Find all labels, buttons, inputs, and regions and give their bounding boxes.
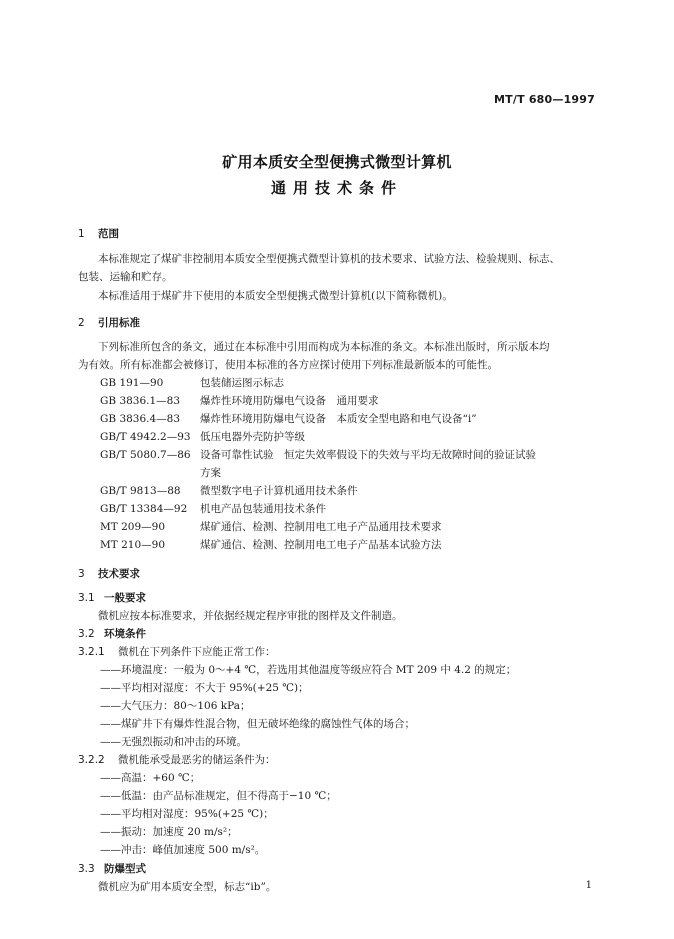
reference-item — [100, 466, 221, 480]
list-item: ——冲击：峰值加速度 500 m/s²。 — [100, 844, 266, 856]
clause-text: 微机能承受最恶劣的储运条件为： — [118, 754, 276, 766]
standard-code: MT/T 680—1997 — [494, 93, 595, 106]
reference-code: GB/T 9813—88 — [100, 485, 181, 497]
paragraph-line: 包装、运输和贮存。 — [78, 271, 173, 283]
subsection-number: 3.1 — [78, 592, 95, 604]
reference-code: GB/T 13384—92 — [100, 503, 188, 515]
list-item: ——高温：+60 ℃； — [100, 772, 201, 784]
reference-title: 煤矿通信、检测、控制用电工电子产品基本试验方法 — [200, 539, 442, 551]
reference-item — [100, 412, 477, 426]
document-title-line1: 矿用本质安全型便携式微型计算机 — [222, 153, 452, 171]
reference-item — [100, 484, 358, 498]
reference-title: 低压电器外壳防护等级 — [200, 431, 305, 443]
section-title: 范围 — [98, 228, 119, 240]
section-number: 3 — [78, 568, 85, 580]
list-item: ——平均相对湿度：95%(+25 ℃)； — [100, 808, 274, 820]
clause-3-2-1 — [78, 645, 276, 659]
clause-3-2-2 — [78, 753, 276, 767]
reference-item — [100, 448, 536, 462]
reference-title: 方案 — [200, 467, 221, 479]
paragraph-line: 为有效。所有标准都会被修订，使用本标准的各方应探讨使用下列标准最新版本的可能性。 — [78, 359, 498, 371]
reference-code: GB 191—90 — [100, 377, 164, 389]
reference-item — [100, 376, 284, 390]
reference-title: 爆炸性环境用防爆电气设备 本质安全型电路和电气设备“i” — [200, 413, 477, 425]
page-number: 1 — [585, 880, 592, 891]
section-title: 技术要求 — [98, 568, 140, 580]
subsection-number: 3.2 — [78, 628, 95, 640]
section-1-heading — [78, 227, 119, 241]
reference-code: GB/T 4942.2—93 — [100, 431, 191, 443]
reference-item — [100, 538, 442, 552]
reference-code: GB 3836.4—83 — [100, 413, 181, 425]
list-item: ——平均相对湿度：不大于 95%(+25 ℃)； — [100, 682, 309, 694]
reference-title: 微型数字电子计算机通用技术条件 — [200, 485, 358, 497]
subsection-3-2-heading — [78, 627, 146, 641]
subsection-number: 3.3 — [78, 863, 95, 875]
reference-code: MT 209—90 — [100, 521, 165, 533]
list-item: ——无强烈振动和冲击的环境。 — [100, 736, 247, 748]
reference-item — [100, 502, 326, 516]
paragraph-line: 微机应为矿用本质安全型，标志“ib”。 — [98, 881, 277, 893]
paragraph-line: 本标准适用于煤矿井下使用的本质安全型便携式微型计算机(以下简称微机)。 — [98, 290, 453, 302]
reference-title: 机电产品包装通用技术条件 — [200, 503, 326, 515]
reference-title: 设备可靠性试验 恒定失效率假设下的失效与平均无故障时间的验证试验 — [200, 449, 536, 461]
section-3-heading — [78, 567, 140, 581]
subsection-title: 一般要求 — [104, 592, 146, 604]
reference-title: 煤矿通信、检测、控制用电工电子产品通用技术要求 — [200, 521, 442, 533]
reference-code: GB 3836.1—83 — [100, 395, 181, 407]
section-number: 2 — [78, 317, 85, 329]
section-number: 1 — [78, 228, 85, 240]
section-title: 引用标准 — [98, 317, 140, 329]
reference-code: MT 210—90 — [100, 539, 165, 551]
section-2-heading — [78, 316, 140, 330]
list-item: ——大气压力：80～106 kPa； — [100, 700, 251, 712]
subsection-3-3-heading — [78, 862, 146, 876]
paragraph-line: 本标准规定了煤矿非控制用本质安全型便携式微型计算机的技术要求、试验方法、检验规则、标志、 — [98, 253, 560, 265]
clause-text: 微机在下列条件下应能正常工作： — [118, 646, 276, 658]
paragraph-line: 下列标准所包含的条文，通过在本标准中引用而构成为本标准的条文。本标准出版时，所示版本均 — [98, 341, 550, 353]
subsection-title: 环境条件 — [104, 628, 146, 640]
reference-item — [100, 394, 379, 408]
list-item: ——振动：加速度 20 m/s²； — [100, 826, 238, 838]
reference-item — [100, 520, 442, 534]
reference-item — [100, 430, 305, 444]
list-item: ——煤矿井下有爆炸性混合物，但无破坏绝缘的腐蚀性气体的场合； — [100, 718, 415, 730]
document-title-line2: 通用技术条件 — [270, 179, 403, 197]
clause-number: 3.2.1 — [78, 646, 105, 658]
reference-code: GB/T 5080.7—86 — [100, 449, 191, 461]
subsection-title: 防爆型式 — [104, 863, 146, 875]
list-item: ——低温：由产品标准规定，但不得高于−10 ℃； — [100, 790, 337, 802]
paragraph-line: 微机应按本标准要求，并依据经规定程序审批的图样及文件制造。 — [98, 610, 403, 622]
reference-title: 爆炸性环境用防爆电气设备 通用要求 — [200, 395, 379, 407]
clause-number: 3.2.2 — [78, 754, 105, 766]
list-item: ——环境温度：一般为 0～+4 ℃，若选用其他温度等级应符合 MT 209 中 4.2 的规定； — [100, 664, 517, 676]
reference-title: 包装储运图示标志 — [200, 377, 284, 389]
subsection-3-1-heading — [78, 591, 146, 605]
